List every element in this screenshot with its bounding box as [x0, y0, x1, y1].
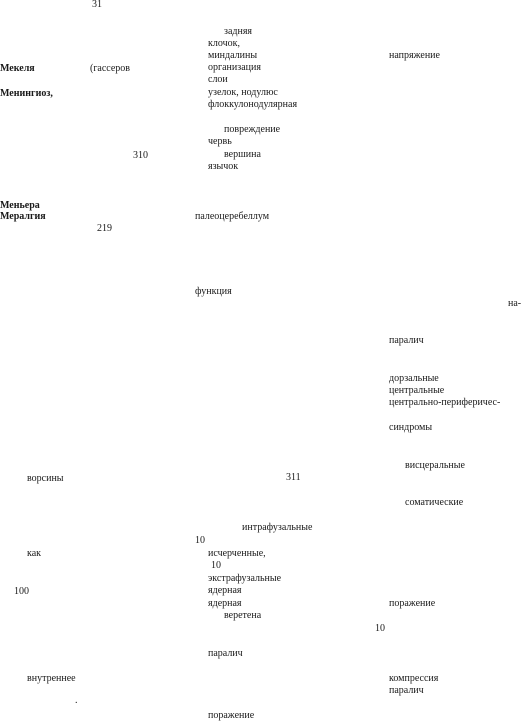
index-subterm-ekstrafuz: экстрафузальные [208, 573, 282, 584]
index-subterm-klochok: клочок, [208, 38, 240, 49]
index-term-menera: Меньера [0, 200, 40, 211]
index-subterm-yadernaya-1: ядерная [208, 585, 242, 596]
index-subterm-sloi: слои [208, 74, 228, 85]
index-subterm-dorsalnye: дорзальные [389, 373, 439, 384]
index-subterm-uzelok: узелок, нодулюс [208, 87, 278, 98]
index-subterm-paralich-2: паралич [389, 685, 424, 696]
stray-dot: . [75, 695, 78, 706]
index-subterm-tsentralnye: центральные [389, 385, 445, 396]
index-subterm-cherv: червь [208, 136, 232, 147]
index-subterm-povrezhdenie: повреждение [224, 124, 281, 135]
index-subterm-napryazhenie: напряжение [389, 50, 440, 61]
index-subterm-porazhenie-right: поражение [389, 598, 436, 609]
index-subterm-vershina: вершина [224, 149, 261, 160]
index-term-mekel: Мекеля [0, 63, 35, 74]
index-subterm-paralich: паралич [208, 648, 243, 659]
index-subterm-sindromy: синдромы [389, 422, 433, 433]
index-subterm-vnutrennee: внутреннее [27, 673, 76, 684]
index-subterm-vistseralnye: висцеральные [405, 460, 465, 471]
index-subterm-vorsiny: ворсины [27, 473, 64, 484]
index-term-meralgia: Мералгия [0, 211, 46, 222]
page-ref-10b: 10 [211, 560, 221, 571]
index-subterm-funktsiya: функция [195, 286, 232, 297]
page-ref-10a: 10 [195, 535, 205, 546]
index-subterm-yadernaya-2: ядерная [208, 598, 242, 609]
index-subterm-kak: как [27, 548, 42, 559]
index-term-meningioz: Менингиоз, [0, 88, 53, 99]
index-subterm-somaticheskie: соматические [405, 497, 464, 508]
index-subterm-yazychok: язычок [208, 161, 239, 172]
index-subterm-veretena: веретена [224, 610, 262, 621]
index-subterm-paralich-1: паралич [389, 335, 424, 346]
index-subterm-tsentr-perif: центрально-периферичес- [389, 397, 501, 408]
index-subterm-zadnyaya: задняя [224, 26, 253, 37]
index-subterm-kompressiya: компрессия [389, 673, 439, 684]
index-subterm-paleo: палеоцеребеллум [195, 211, 270, 222]
page-number: 31 [92, 0, 102, 10]
index-subterm-organizatsiya: организация [208, 62, 261, 73]
page-ref-10-right: 10 [375, 623, 385, 634]
index-subterm-porazhenie: поражение [208, 710, 255, 721]
index-subterm-flokkulo: флоккулонодулярная [208, 99, 298, 110]
index-subterm-intrafuz: интрафузальные [242, 522, 313, 533]
index-subterm-ischerchennye: исчерченные, [208, 548, 266, 559]
hyphen-fragment-na: на- [508, 298, 522, 309]
index-subterm-mindaliny: миндалины [208, 50, 258, 61]
page-ref-310: 310 [133, 150, 148, 161]
page-ref-100: 100 [14, 586, 29, 597]
page-ref-219: 219 [97, 223, 112, 234]
index-term-gasser: (гассеров [90, 63, 131, 74]
page-ref-311: 311 [286, 472, 301, 483]
